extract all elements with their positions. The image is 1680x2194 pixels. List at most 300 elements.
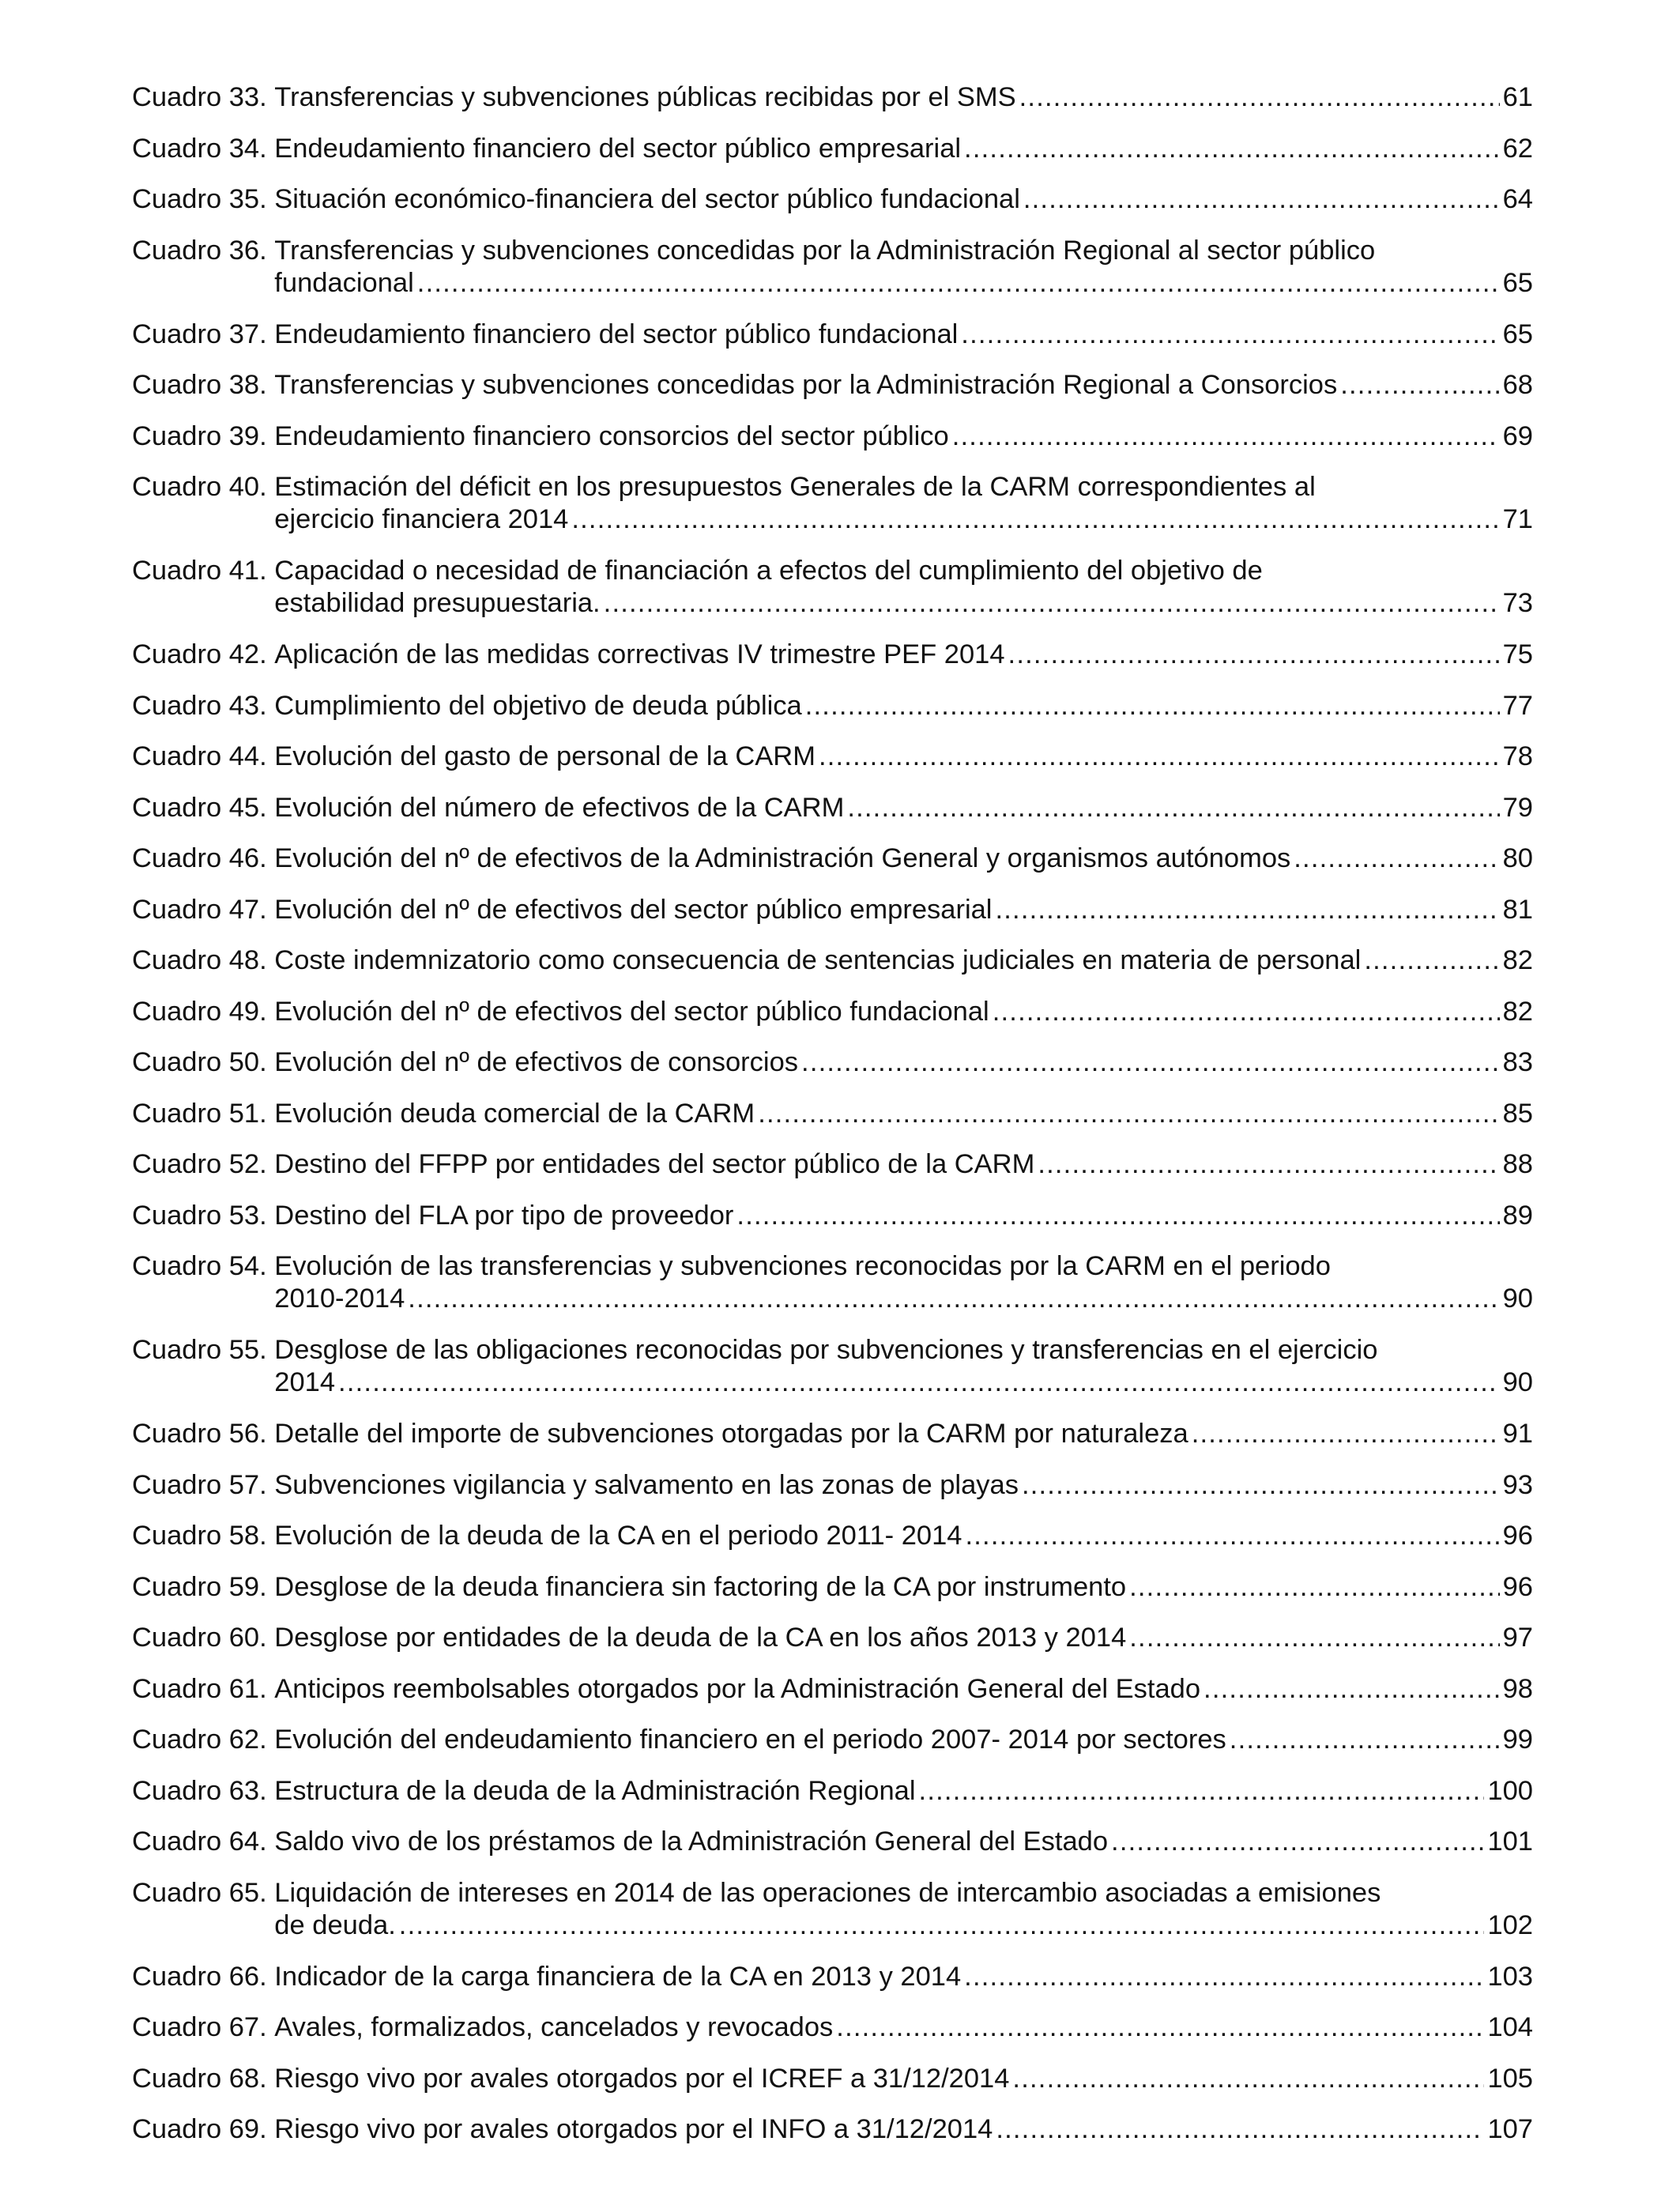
- toc-entry-label: Cuadro 60.: [132, 1623, 267, 1653]
- toc-entry-page-number[interactable]: 78: [1502, 741, 1533, 771]
- toc-entry-leader-line: [274, 1200, 1533, 1232]
- dot-leader: [1038, 1148, 1499, 1181]
- toc-entry-title-line: fundacional: [274, 267, 414, 298]
- toc-entry-page-number[interactable]: 64: [1502, 184, 1533, 214]
- toc-entry-page-number[interactable]: 69: [1502, 420, 1533, 451]
- dot-leader: [338, 1367, 1500, 1399]
- toc-entry-gap: [267, 369, 275, 401]
- toc-entry-gap: [267, 1098, 275, 1130]
- toc-entry-title-line: Evolución deuda comercial de la CARM: [274, 1098, 755, 1129]
- toc-entry-title-line: ejercicio financiera 2014: [274, 504, 569, 534]
- toc-entry-leader-line: [274, 1571, 1533, 1604]
- toc-entry-leader-line: [274, 1098, 1533, 1130]
- toc-entry-title-line: Destino del FLA por tipo de proveedor: [274, 1200, 734, 1231]
- toc-entry-title-line: Evolución del gasto de personal de la CARM: [274, 741, 816, 771]
- toc-entry-label: Cuadro 59.: [132, 1571, 267, 1602]
- toc-entry[interactable]: [132, 1775, 1533, 1808]
- dot-leader: [847, 792, 1499, 824]
- toc-entry-leader-line: [274, 319, 1533, 351]
- toc-entry-leader-line: [274, 133, 1533, 165]
- toc-entry[interactable]: [132, 1046, 1533, 1079]
- dot-leader: [964, 1961, 1484, 1993]
- toc-entry-page-number[interactable]: 90: [1502, 1367, 1533, 1397]
- toc-entry-leader-line: [274, 369, 1533, 401]
- toc-entry-leader-line: [274, 1148, 1533, 1181]
- dot-leader: [758, 1098, 1499, 1130]
- toc-entry[interactable]: [132, 639, 1533, 671]
- toc-entry-body: [274, 1961, 1533, 1993]
- toc-entry-label: Cuadro 33.: [132, 82, 267, 112]
- toc-entry-leader-line: [274, 741, 1533, 773]
- toc-entry-page-number[interactable]: 83: [1502, 1047, 1533, 1077]
- toc-entry-title-line: Aplicación de las medidas correctivas IV trimestre PEF 2014: [274, 639, 1005, 669]
- toc-entry-title-line: Liquidación de intereses en 2014 de las operaciones de intercambio asociadas a emisiones: [274, 1877, 1381, 1908]
- toc-entry-page-number[interactable]: 93: [1502, 1469, 1533, 1500]
- toc-entry-leader-line: [274, 1826, 1533, 1858]
- toc-entry-gap: [267, 1418, 275, 1450]
- toc-entry-page-number[interactable]: 96: [1502, 1571, 1533, 1602]
- toc-entry-label: Cuadro 51.: [132, 1098, 267, 1129]
- toc-entry-title-line: Desglose de la deuda financiera sin factoring de la CA por instrumento: [274, 1571, 1127, 1602]
- toc-entry-label: Cuadro 39.: [132, 420, 267, 451]
- toc-entry-body: [274, 1775, 1533, 1808]
- toc-entry-body: [274, 235, 1533, 300]
- toc-entry-title-line: Desglose de las obligaciones reconocidas por subvenciones y transferencias en el ejercicio: [274, 1335, 1378, 1365]
- toc-entry-leader-line: [274, 996, 1533, 1028]
- toc-entry[interactable]: [132, 133, 1533, 165]
- toc-entry-label: Cuadro 36.: [132, 235, 267, 266]
- toc-entry-label: Cuadro 64.: [132, 1826, 267, 1857]
- toc-entry-title-line: Destino del FFPP por entidades del sector público de la CARM: [274, 1149, 1035, 1179]
- toc-entry-body: [274, 741, 1533, 773]
- toc-entry[interactable]: [132, 1961, 1533, 1993]
- toc-entry-label: Cuadro 65.: [132, 1877, 267, 1908]
- toc-entry-gap: [267, 183, 275, 216]
- toc-entry-title-line: Evolución del nº de efectivos de la Administración General y organismos autónomos: [274, 843, 1291, 873]
- toc-entry-gap: [267, 2011, 275, 2044]
- toc-entry-page-number[interactable]: 105: [1487, 2063, 1533, 2094]
- toc-entry-page-number[interactable]: 82: [1502, 996, 1533, 1027]
- toc-entry-title-line: Avales, formalizados, cancelados y revocados: [274, 2012, 834, 2042]
- toc-entry-leader-line: [274, 1724, 1533, 1756]
- toc-entry-body: [274, 944, 1533, 977]
- toc-entry[interactable]: [132, 1622, 1533, 1654]
- toc-entry[interactable]: [132, 81, 1533, 114]
- toc-entry-gap: [267, 996, 275, 1028]
- toc-entry[interactable]: [132, 235, 1533, 300]
- dot-leader: [1294, 843, 1499, 875]
- toc-entry-label: Cuadro 44.: [132, 741, 267, 771]
- toc-entry-title-line: Capacidad o necesidad de financiación a efectos del cumplimiento del objetivo de: [274, 556, 1263, 586]
- toc-entry[interactable]: [132, 1724, 1533, 1756]
- dot-leader: [819, 741, 1500, 773]
- dot-leader: [805, 690, 1500, 722]
- toc-entry-label: Cuadro 66.: [132, 1961, 267, 1992]
- toc-entry-page-number[interactable]: 73: [1502, 588, 1533, 618]
- toc-entry-label: Cuadro 68.: [132, 2063, 267, 2094]
- toc-entry[interactable]: [132, 1877, 1533, 1942]
- toc-entry[interactable]: [132, 894, 1533, 926]
- dot-leader: [1230, 1724, 1500, 1756]
- toc-entry[interactable]: [132, 944, 1533, 977]
- toc-entry-label: Cuadro 67.: [132, 2012, 267, 2042]
- toc-entry-gap: [267, 420, 275, 453]
- toc-entry-gap: [267, 319, 275, 351]
- toc-entry-body: [274, 369, 1533, 401]
- toc-entry[interactable]: [132, 996, 1533, 1028]
- toc-entry[interactable]: [132, 2113, 1533, 2146]
- dot-leader: [952, 420, 1500, 453]
- toc-entry-label: Cuadro 61.: [132, 1673, 267, 1704]
- toc-entry-leader-line: [274, 267, 1533, 300]
- toc-entry-title-line: Riesgo vivo por avales otorgados por el ICREF a 31/12/2014: [274, 2063, 1010, 2094]
- toc-entry-body: [274, 471, 1533, 536]
- toc-entry-body: [274, 81, 1533, 114]
- toc-entry-title-line: Riesgo vivo por avales otorgados por el INFO a 31/12/2014: [274, 2114, 993, 2144]
- toc-entry-gap: [267, 1250, 275, 1315]
- toc-entry-label: Cuadro 58.: [132, 1521, 267, 1551]
- toc-entry-page-number[interactable]: 82: [1502, 945, 1533, 975]
- toc-entry-leader-line: [274, 1046, 1533, 1079]
- toc-entry[interactable]: [132, 420, 1533, 453]
- toc-entry-label: Cuadro 45.: [132, 792, 267, 823]
- toc-entry-body: [274, 639, 1533, 671]
- toc-entry-page-number[interactable]: 75: [1502, 639, 1533, 669]
- toc-entry-title-line: Evolución del nº de efectivos del sector público empresarial: [274, 894, 993, 925]
- toc-entry-leader-line: [274, 587, 1533, 620]
- toc-entry[interactable]: [132, 1520, 1533, 1552]
- toc-entry[interactable]: [132, 555, 1533, 620]
- toc-entry-leader-line: [274, 1367, 1533, 1399]
- toc-entry-page-number[interactable]: 104: [1487, 2012, 1533, 2042]
- toc-entry-title-line: Endeudamiento financiero del sector público empresarial: [274, 133, 962, 164]
- toc-entry-label: Cuadro 42.: [132, 639, 267, 669]
- toc-entry-page-number[interactable]: 99: [1502, 1725, 1533, 1755]
- toc-entry-page-number[interactable]: 102: [1487, 1909, 1533, 1940]
- toc-entry-page-number[interactable]: 62: [1502, 133, 1533, 164]
- toc-entry-body: [274, 1469, 1533, 1502]
- toc-entry-body: [274, 2063, 1533, 2095]
- toc-entry-gap: [267, 690, 275, 722]
- toc-entry-label: Cuadro 47.: [132, 894, 267, 925]
- toc-entry-leader-line: [274, 792, 1533, 824]
- toc-entry-body: [274, 1877, 1533, 1942]
- dot-leader: [1203, 1673, 1500, 1706]
- toc-entry[interactable]: [132, 369, 1533, 401]
- toc-entry-gap: [267, 1724, 275, 1756]
- toc-entry-title-line: de deuda.: [274, 1909, 396, 1940]
- dot-leader: [408, 1283, 1499, 1315]
- dot-leader: [571, 503, 1499, 536]
- toc-entry-title-line: Evolución de las transferencias y subvenciones reconocidas por la CARM en el periodo: [274, 1251, 1331, 1281]
- toc-entry-body: [274, 1673, 1533, 1706]
- toc-entry-page-number[interactable]: 85: [1502, 1098, 1533, 1129]
- toc-entry-label: Cuadro 43.: [132, 690, 267, 721]
- toc-entry-label: Cuadro 52.: [132, 1149, 267, 1179]
- toc-entry-body: [274, 1148, 1533, 1181]
- dot-leader: [996, 2113, 1484, 2146]
- toc-entry-leader-line: [274, 81, 1533, 114]
- toc-entry-label: Cuadro 46.: [132, 843, 267, 873]
- toc-entry-label: Cuadro 48.: [132, 945, 267, 975]
- toc-entry-title-line: Detalle del importe de subvenciones otorgadas por la CARM por naturaleza: [274, 1419, 1188, 1449]
- toc-entry-leader-line: [274, 2063, 1533, 2095]
- toc-entry-gap: [267, 1826, 275, 1858]
- toc-entry[interactable]: [132, 1200, 1533, 1232]
- toc-entry-leader-line: [274, 183, 1533, 216]
- toc-entry-leader-line: [274, 690, 1533, 722]
- toc-entry-page-number[interactable]: 81: [1502, 894, 1533, 925]
- toc-entry-label: Cuadro 55.: [132, 1335, 267, 1365]
- toc-entry-title-line: Cumplimiento del objetivo de deuda pública: [274, 690, 802, 721]
- dot-leader: [1129, 1622, 1499, 1654]
- toc-entry-body: [274, 183, 1533, 216]
- toc-entry-body: [274, 1826, 1533, 1858]
- toc-entry-page-number[interactable]: 88: [1502, 1149, 1533, 1179]
- toc-entry-gap: [267, 81, 275, 114]
- toc-entry-label: Cuadro 40.: [132, 472, 267, 502]
- toc-entry-body: [274, 1046, 1533, 1079]
- toc-entry-gap: [267, 471, 275, 536]
- toc-entry-gap: [267, 2063, 275, 2095]
- toc-entry-label: Cuadro 41.: [132, 556, 267, 586]
- toc-entry[interactable]: [132, 1571, 1533, 1604]
- toc-entry-label: Cuadro 49.: [132, 996, 267, 1027]
- toc-entry-label: Cuadro 56.: [132, 1419, 267, 1449]
- toc-entry-page-number[interactable]: 90: [1502, 1284, 1533, 1314]
- toc-entry[interactable]: [132, 1250, 1533, 1315]
- toc-entry[interactable]: [132, 1098, 1533, 1130]
- toc-entry-page-number[interactable]: 100: [1487, 1775, 1533, 1806]
- toc-entry-leader-line: [274, 1622, 1533, 1654]
- dot-leader: [1023, 183, 1500, 216]
- toc-entry-gap: [267, 792, 275, 824]
- toc-entry[interactable]: [132, 792, 1533, 824]
- toc-entry-gap: [267, 1469, 275, 1502]
- toc-entry-gap: [267, 1334, 275, 1399]
- toc-entry-body: [274, 319, 1533, 351]
- dot-leader: [919, 1775, 1485, 1808]
- toc-entry-leader-line: [274, 1673, 1533, 1706]
- toc-entry-title-line: estabilidad presupuestaria.: [274, 588, 601, 618]
- toc-entry-gap: [267, 1046, 275, 1079]
- toc-entry[interactable]: [132, 1469, 1533, 1502]
- toc-entry-title-line: Evolución de la deuda de la CA en el periodo 2011- 2014: [274, 1521, 962, 1551]
- toc-entry-gap: [267, 639, 275, 671]
- toc-entry-body: [274, 1724, 1533, 1756]
- dot-leader: [1111, 1826, 1484, 1858]
- toc-entry-gap: [267, 741, 275, 773]
- toc-entry-title-line: 2010-2014: [274, 1284, 405, 1314]
- dot-leader: [993, 996, 1500, 1028]
- dot-leader: [961, 319, 1499, 351]
- toc-entry-title-line: Situación económico-financiera del sector público fundacional: [274, 184, 1020, 214]
- toc-entry-body: [274, 2113, 1533, 2146]
- toc-entry-title-line: Subvenciones vigilancia y salvamento en las zonas de playas: [274, 1469, 1019, 1500]
- toc-entry[interactable]: [132, 319, 1533, 351]
- toc-entry-page-number[interactable]: 65: [1502, 267, 1533, 298]
- toc-entry-leader-line: [274, 1469, 1533, 1502]
- toc-entry-title-line: Desglose por entidades de la deuda de la CA en los años 2013 y 2014: [274, 1623, 1127, 1653]
- toc-entry-leader-line: [274, 944, 1533, 977]
- dot-leader: [1008, 639, 1500, 671]
- toc-entry-label: Cuadro 57.: [132, 1469, 267, 1500]
- toc-entry[interactable]: [132, 2011, 1533, 2044]
- toc-entry-gap: [267, 843, 275, 875]
- toc-entry-gap: [267, 1877, 275, 1942]
- toc-entry-title-line: Evolución del nº de efectivos del sector público fundacional: [274, 996, 989, 1027]
- toc-entry[interactable]: [132, 843, 1533, 875]
- toc-entry[interactable]: [132, 1418, 1533, 1450]
- dot-leader: [1364, 944, 1499, 977]
- toc-entry[interactable]: [132, 1334, 1533, 1399]
- toc-entry-title-line: Estructura de la deuda de la Administración Regional: [274, 1775, 916, 1806]
- toc-entry-leader-line: [274, 1961, 1533, 1993]
- dot-leader: [964, 133, 1500, 165]
- dot-leader: [1129, 1571, 1500, 1604]
- toc-entry-label: Cuadro 37.: [132, 319, 267, 349]
- toc-entry-body: [274, 555, 1533, 620]
- dot-leader: [1340, 369, 1499, 401]
- toc-entry-gap: [267, 1961, 275, 1993]
- toc-entry-gap: [267, 1571, 275, 1604]
- dot-leader: [995, 894, 1499, 926]
- toc-entry-label: Cuadro 53.: [132, 1200, 267, 1231]
- toc-entry-body: [274, 1334, 1533, 1399]
- toc-entry-leader-line: [274, 1520, 1533, 1552]
- toc-entry-leader-line: [274, 2113, 1533, 2146]
- toc-entry-page-number[interactable]: 89: [1502, 1200, 1533, 1231]
- toc-entry-leader-line: [274, 1283, 1533, 1315]
- toc-entry-label: Cuadro 62.: [132, 1725, 267, 1755]
- toc-entry-body: [274, 1520, 1533, 1552]
- toc-entry-gap: [267, 1673, 275, 1706]
- toc-entry-leader-line: [274, 639, 1533, 671]
- toc-entry[interactable]: [132, 2063, 1533, 2095]
- dot-leader: [1022, 1469, 1500, 1502]
- toc-entry-title-line: Coste indemnizatorio como consecuencia de sentencias judiciales en materia de personal: [274, 945, 1362, 975]
- toc-entry-leader-line: [274, 1418, 1533, 1450]
- toc-entry-title-line: 2014: [274, 1367, 336, 1397]
- toc-entry-gap: [267, 894, 275, 926]
- toc-entry-page-number[interactable]: 97: [1502, 1623, 1533, 1653]
- toc-entry-body: [274, 996, 1533, 1028]
- toc-entry-title-line: Transferencias y subvenciones concedidas por la Administración Regional al sector público: [274, 235, 1376, 266]
- toc-entry-page-number[interactable]: 101: [1487, 1826, 1533, 1857]
- toc-entry-leader-line: [274, 1909, 1533, 1942]
- toc-entry-title-line: Transferencias y subvenciones concedidas por la Administración Regional a Consorcios: [274, 370, 1338, 400]
- toc-entry[interactable]: [132, 471, 1533, 536]
- toc-entry-gap: [267, 1775, 275, 1808]
- dot-leader: [1019, 81, 1500, 114]
- toc-entry-page-number[interactable]: 77: [1502, 690, 1533, 721]
- toc-entry-gap: [267, 1520, 275, 1552]
- toc-entry-body: [274, 792, 1533, 824]
- toc-entry-leader-line: [274, 1775, 1533, 1808]
- toc-entry[interactable]: [132, 741, 1533, 773]
- toc-entry-leader-line: [274, 420, 1533, 453]
- toc-entry-label: Cuadro 63.: [132, 1775, 267, 1806]
- toc-entry-body: [274, 1622, 1533, 1654]
- toc-entry-label: Cuadro 35.: [132, 184, 267, 214]
- toc-entry[interactable]: [132, 1673, 1533, 1706]
- toc-entry-title-line: Evolución del endeudamiento financiero en el periodo 2007- 2014 por sectores: [274, 1725, 1226, 1755]
- toc-entry-gap: [267, 1148, 275, 1181]
- toc-entry-body: [274, 1571, 1533, 1604]
- toc-entry-label: Cuadro 38.: [132, 370, 267, 400]
- toc-entry-body: [274, 690, 1533, 722]
- toc-entry[interactable]: [132, 1826, 1533, 1858]
- toc-entry-page-number[interactable]: 96: [1502, 1521, 1533, 1551]
- dot-leader: [801, 1046, 1500, 1079]
- dot-leader: [399, 1909, 1485, 1942]
- dot-leader: [1192, 1418, 1500, 1450]
- toc-entry-page-number[interactable]: 103: [1487, 1961, 1533, 1992]
- toc-entry-title-line: Anticipos reembolsables otorgados por la Administración General del Estado: [274, 1673, 1201, 1704]
- toc-entry-page-number[interactable]: 80: [1502, 843, 1533, 873]
- dot-leader: [736, 1200, 1499, 1232]
- toc-entry-title-line: Estimación del déficit en los presupuestos Generales de la CARM correspondientes al: [274, 472, 1316, 502]
- toc-entry-title-line: Evolución del número de efectivos de la CARM: [274, 792, 845, 823]
- toc-entry-page-number[interactable]: 79: [1502, 792, 1533, 823]
- dot-leader: [965, 1520, 1499, 1552]
- dot-leader: [417, 267, 1500, 300]
- toc-entry-leader-line: [274, 2011, 1533, 2044]
- toc-entry-title-line: Indicador de la carga financiera de la CA en 2013 y 2014: [274, 1961, 962, 1992]
- toc-entry-gap: [267, 1622, 275, 1654]
- toc-entry-title-line: Endeudamiento financiero del sector público fundacional: [274, 319, 959, 349]
- toc-entry[interactable]: [132, 183, 1533, 216]
- table-of-contents: [132, 81, 1533, 2165]
- toc-entry-page-number[interactable]: 71: [1502, 504, 1533, 534]
- toc-entry-body: [274, 1418, 1533, 1450]
- toc-entry-page-number[interactable]: 65: [1502, 319, 1533, 349]
- dot-leader: [1012, 2063, 1484, 2095]
- toc-entry-page-number[interactable]: 91: [1502, 1419, 1533, 1449]
- toc-entry-body: [274, 1250, 1533, 1315]
- toc-entry-body: [274, 843, 1533, 875]
- toc-entry-gap: [267, 235, 275, 300]
- toc-entry-label: Cuadro 50.: [132, 1047, 267, 1077]
- dot-leader: [604, 587, 1500, 620]
- toc-entry-title-line: Endeudamiento financiero consorcios del sector público: [274, 420, 949, 451]
- toc-entry-label: Cuadro 69.: [132, 2114, 267, 2144]
- toc-entry-page-number[interactable]: 68: [1502, 370, 1533, 400]
- toc-entry-title-line: Transferencias y subvenciones públicas recibidas por el SMS: [274, 82, 1016, 112]
- toc-entry-label: Cuadro 54.: [132, 1251, 267, 1281]
- toc-entry-page-number[interactable]: 107: [1487, 2114, 1533, 2144]
- toc-entry-body: [274, 894, 1533, 926]
- toc-entry-body: [274, 420, 1533, 453]
- toc-entry-gap: [267, 133, 275, 165]
- toc-entry-gap: [267, 555, 275, 620]
- toc-entry-gap: [267, 1200, 275, 1232]
- toc-entry-title-line: Saldo vivo de los préstamos de la Administración General del Estado: [274, 1826, 1109, 1857]
- toc-entry-page-number[interactable]: 98: [1502, 1673, 1533, 1704]
- toc-entry-leader-line: [274, 843, 1533, 875]
- toc-entry[interactable]: [132, 690, 1533, 722]
- toc-entry-title-line: Evolución del nº de efectivos de consorcios: [274, 1047, 799, 1077]
- toc-entry-page-number[interactable]: 61: [1502, 82, 1533, 112]
- toc-entry-body: [274, 2011, 1533, 2044]
- toc-entry-gap: [267, 2113, 275, 2146]
- toc-entry-label: Cuadro 34.: [132, 133, 267, 164]
- dot-leader: [836, 2011, 1484, 2044]
- toc-entry-leader-line: [274, 894, 1533, 926]
- toc-entry[interactable]: [132, 1148, 1533, 1181]
- toc-entry-body: [274, 1098, 1533, 1130]
- toc-entry-body: [274, 133, 1533, 165]
